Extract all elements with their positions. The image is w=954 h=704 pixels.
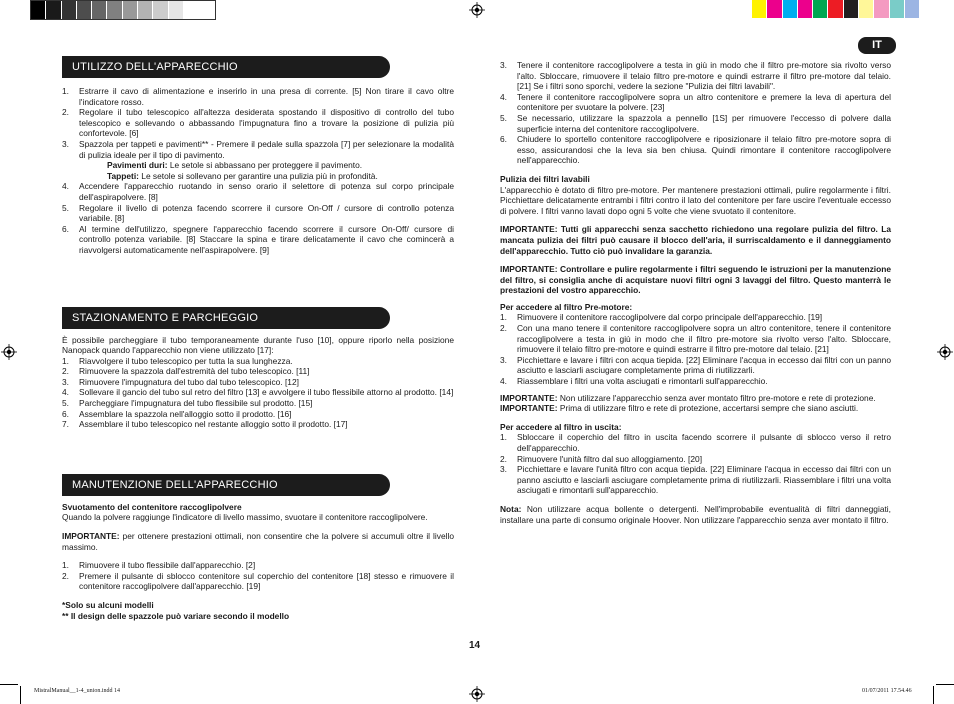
- color-swatch: [874, 0, 889, 18]
- color-swatch: [46, 1, 61, 19]
- list-item: 3. Spazzola per tappeti e pavimenti** - Premere il pedale sulla spazzola [7] per selezionare la modalità di pulizia ideale per il tipo di pavimento. Pavimenti duri: Le setole si abbassano per proteggere il pavimento. Tappeti: Le setole si sollevano per garantire una pulizia più in profondità.: [62, 138, 454, 181]
- usage-steps: [62, 86, 454, 256]
- color-swatch: [905, 0, 920, 18]
- list-item: 3. Tenere il contenitore raccoglipolvere a testa in giù in modo che il filtro pre-motore sia rivolto verso l'alto. Sbloccare, rimuovere il telaio filtro pre-motore e quindi estrarre il filtro pre-motore dal telaio. [21] Se i filtri sono sporchi, vedere la sezione "Pulizia dei filtri lavabili".: [500, 60, 891, 92]
- list-item: 7. Assemblare il tubo telescopico nel restante alloggio sotto il prodotto. [17]: [62, 419, 348, 430]
- list-item: 6. Assemblare la spazzola nell'alloggio sotto il prodotto. [16]: [62, 408, 292, 419]
- dust-bin-heading: Svuotamento del contenitore raccoglipolvere: [62, 501, 242, 512]
- footer-timestamp: 01/07/2011 17.54.46: [862, 688, 912, 694]
- crop-mark: [933, 686, 934, 704]
- filters-intro: L'apparecchio è dotato di filtro pre-motore. Per mantenere prestazioni ottimali, pulire regolarmente i filtri. Picchiettare delicatamente entrambi i filtri contro il lato del contenitore per fare uscire l'eventuale eccesso di polvere. I filtri vanno lavati dopo ogni 5 volte che viene svuotato il contenitore.: [500, 184, 891, 216]
- list-item: 1. Rimuovere il tubo flessibile dall'apparecchio. [2]: [62, 560, 256, 571]
- list-item: 1. Rimuovere il contenitore raccoglipolvere dal corpo principale dell'apparecchio. [19]: [500, 312, 823, 323]
- list-item: 2. Rimuovere l'unità filtro dal suo alloggiamento. [20]: [500, 453, 703, 464]
- pre-motor-important-2: IMPORTANTE: Prima di utilizzare filtro e rete di protezione, accertarsi sempre che siano asciutti.: [500, 403, 859, 414]
- pre-motor-important-1: IMPORTANTE: Non utilizzare l'apparecchio senza aver montato filtro pre-motore e rete di protezione.: [500, 392, 876, 403]
- dust-bin-steps-continued: [500, 60, 891, 166]
- section-title-manutenzione: MANUTENZIONE DELL'APPARECCHIO: [62, 474, 390, 496]
- parking-steps: [62, 356, 454, 430]
- registration-mark-icon: [469, 2, 485, 18]
- color-swatch: [199, 1, 214, 19]
- left-column: [62, 56, 454, 621]
- page-number: 14: [469, 640, 481, 651]
- right-column: [500, 60, 891, 525]
- exhaust-filter-heading: Per accedere al filtro in uscita:: [500, 421, 622, 432]
- section-title-stazionamento: STAZIONAMENTO E PARCHEGGIO: [62, 307, 390, 329]
- list-item: 2. Rimuovere la spazzola dall'estremità del tubo telescopico. [11]: [62, 366, 310, 377]
- registration-mark-icon: [937, 344, 953, 360]
- color-swatch: [783, 0, 798, 18]
- list-item: 5. Regolare il livello di potenza facendo scorrere il cursore On-Off / cursore di controllo potenza variabile. [8]: [62, 202, 454, 224]
- list-item: 6. Chiudere lo sportello contenitore raccoglipolvere e riposizionare il telaio filtro pre-motore sopra di esso, assicurandosi che la leva sia ben chiusa. Quindi rimontare il contenitore raccoglipolvere nell'apparecchio.: [500, 134, 891, 166]
- color-swatch: [767, 0, 782, 18]
- crop-mark: [936, 684, 954, 685]
- color-swatch: [107, 1, 122, 19]
- section-title-utilizzo: UTILIZZO DELL'APPARECCHIO: [62, 56, 390, 78]
- parking-intro: È possibile parcheggiare il tubo temporaneamente durante l'uso [10], oppure riporlo nella posizione Nanopack quando l'apparecchio non viene utilizzato [17]:: [62, 334, 454, 356]
- filters-important-2: IMPORTANTE: Controllare e pulire regolarmente i filtri seguendo le istruzioni per la manutenzione del filtro, si consiglia anche di acquistare nuovi filtri ogni 3 lavaggi del filtro. Questo manterrà le prestazioni del vostro apparecchio.: [500, 264, 891, 296]
- color-swatch: [92, 1, 107, 19]
- registration-mark-icon: [1, 344, 17, 360]
- list-item: 4. Sollevare il gancio del tubo sul retro del filtro [13] e avvolgere il tubo flessibile attorno al prodotto. [14]: [62, 387, 454, 398]
- list-item: 2. Regolare il tubo telescopico all'altezza desiderata spostando il dispositivo di controllo del tubo telescopico e sollevando o abbassando l'impugnatura fino a trovare la posizione di pulizia più confortevole. [6]: [62, 107, 454, 139]
- color-swatch: [859, 0, 874, 18]
- dust-bin-steps: [62, 560, 454, 592]
- list-item: 1. Riavvolgere il tubo telescopico per tutta la sua lunghezza.: [62, 355, 293, 366]
- hard-floor-note: Pavimenti duri: Le setole si abbassano per proteggere il pavimento.: [107, 160, 363, 171]
- crop-mark: [0, 684, 18, 685]
- color-swatch: [798, 0, 813, 18]
- color-swatch: [828, 0, 843, 18]
- color-swatch: [77, 1, 92, 19]
- registration-mark-icon: [469, 686, 485, 702]
- color-swatch: [138, 1, 153, 19]
- pre-motor-steps: [500, 312, 891, 386]
- exhaust-filter-steps: [500, 432, 891, 496]
- footnote-brush-design: ** Il design delle spazzole può variare secondo il modello: [62, 610, 290, 621]
- list-item: 4. Accendere l'apparecchio ruotando in senso orario il selettore di potenza sul corpo principale dell'aspirapolvere. [8]: [62, 181, 454, 202]
- color-swatch: [62, 1, 77, 19]
- footer-filename: MistralManual__1-4_union.indd 14: [34, 688, 120, 694]
- list-item: 6. Al termine dell'utilizzo, spegnere l'apparecchio facendo scorrere il cursore On-Off/ cursore di controllo potenza variabile. [8] Staccare la spina e tirare delicatamente il cavo che comincerà a riavvolgersi automaticamente nell'aspirapolvere. [9]: [62, 223, 454, 255]
- grayscale-color-bar: [30, 0, 216, 20]
- crop-mark: [20, 686, 21, 704]
- list-item: 3. Picchiettare e lavare l'unità filtro con acqua tiepida. [22] Eliminare l'acqua in eccesso dai filtri con un panno asciutto e lasciarli asciugare completamente prima di riutilizzarli. Riassemblare i filtri una volta asciugati e rimontarli sull'apparecchio.: [500, 464, 891, 496]
- list-item: 4. Tenere il contenitore raccoglipolvere sopra un altro contenitore e premere la leva di apertura del contenitore per svuotare la polvere. [23]: [500, 91, 891, 113]
- color-swatch: [844, 0, 859, 18]
- pre-motor-heading: Per accedere al filtro Pre-motore:: [500, 301, 633, 312]
- color-swatch: [184, 1, 199, 19]
- list-item: 3. Rimuovere l'impugnatura del tubo dal tubo telescopico. [12]: [62, 376, 299, 387]
- list-item: 1. Estrarre il cavo di alimentazione e inserirlo in una presa di corrente. [5] Non tirare il cavo oltre l'indicatore rosso.: [62, 86, 454, 107]
- note-paragraph: Nota: Non utilizzare acqua bollente o detergenti. Nell'improbabile eventualità di filtri danneggiati, installare una parte di consumo originale Hoover. Non utilizzare l'apparecchio senza aver montato il filtro.: [500, 503, 891, 525]
- list-item: 2. Con una mano tenere il contenitore raccoglipolvere sopra un altro contenitore, tenere il contenitore raccoglipolvere a testa in giù in modo che il filtro pre-motore sia rivolto verso l'alto. Sbloccare, rimuovere il telaio filtro pre-motore e quindi estrarre il filtro pre-motore dal telaio. [21]: [500, 323, 891, 355]
- filters-heading: Pulizia dei filtri lavabili: [500, 173, 590, 184]
- process-color-bar: [752, 0, 920, 18]
- color-swatch: [813, 0, 828, 18]
- color-swatch: [153, 1, 168, 19]
- language-badge: IT: [858, 37, 896, 54]
- list-item: 2. Premere il pulsante di sblocco contenitore sul coperchio del contenitore [18] stesso e rimuovere il contenitore raccoglipolvere dall'apparecchio. [19]: [62, 570, 454, 592]
- dust-bin-intro: Quando la polvere raggiunge l'indicatore di livello massimo, svuotare il contenitore raccoglipolvere.: [62, 512, 428, 523]
- color-swatch: [31, 1, 46, 19]
- color-swatch: [123, 1, 138, 19]
- color-swatch: [752, 0, 767, 18]
- list-item: 1. Sbloccare il coperchio del filtro in uscita facendo scorrere il pulsante di sblocco verso il retro dell'apparecchio.: [500, 432, 891, 453]
- color-swatch: [169, 1, 184, 19]
- color-swatch: [890, 0, 905, 18]
- list-item: 3. Picchiettare e lavare i filtri con acqua tiepida. [22] Eliminare l'acqua in eccesso dai filtri con un panno asciutto e lasciarli asciugare completamente prima di riutilizzarli.: [500, 354, 891, 376]
- filters-important-1: IMPORTANTE: Tutti gli apparecchi senza sacchetto richiedono una regolare pulizia del filtro. La mancata pulizia dei filtri può causare il blocco dell'aria, il surriscaldamento e il danneggiamento dell'apparecchio. Tutto ciò può invalidare la garanzia.: [500, 224, 891, 256]
- list-item: 5. Se necessario, utilizzare la spazzola a pennello [1S] per rimuovere l'eccesso di polvere dalla superficie interna del contenitore raccoglipolvere.: [500, 112, 891, 134]
- dust-bin-important: IMPORTANTE: per ottenere prestazioni ottimali, non consentire che la polvere si accumuli oltre il livello massimo.: [62, 531, 454, 552]
- footnote-models: *Solo su alcuni modelli: [62, 600, 154, 610]
- list-item: 4. Riassemblare i filtri una volta asciugati e rimontarli sull'apparecchio.: [500, 376, 768, 387]
- carpet-note: Tappeti: Le setole si sollevano per garantire una pulizia più in profondità.: [107, 170, 378, 181]
- list-item: 5. Parcheggiare l'impugnatura del tubo flessibile sul prodotto. [15]: [62, 398, 313, 409]
